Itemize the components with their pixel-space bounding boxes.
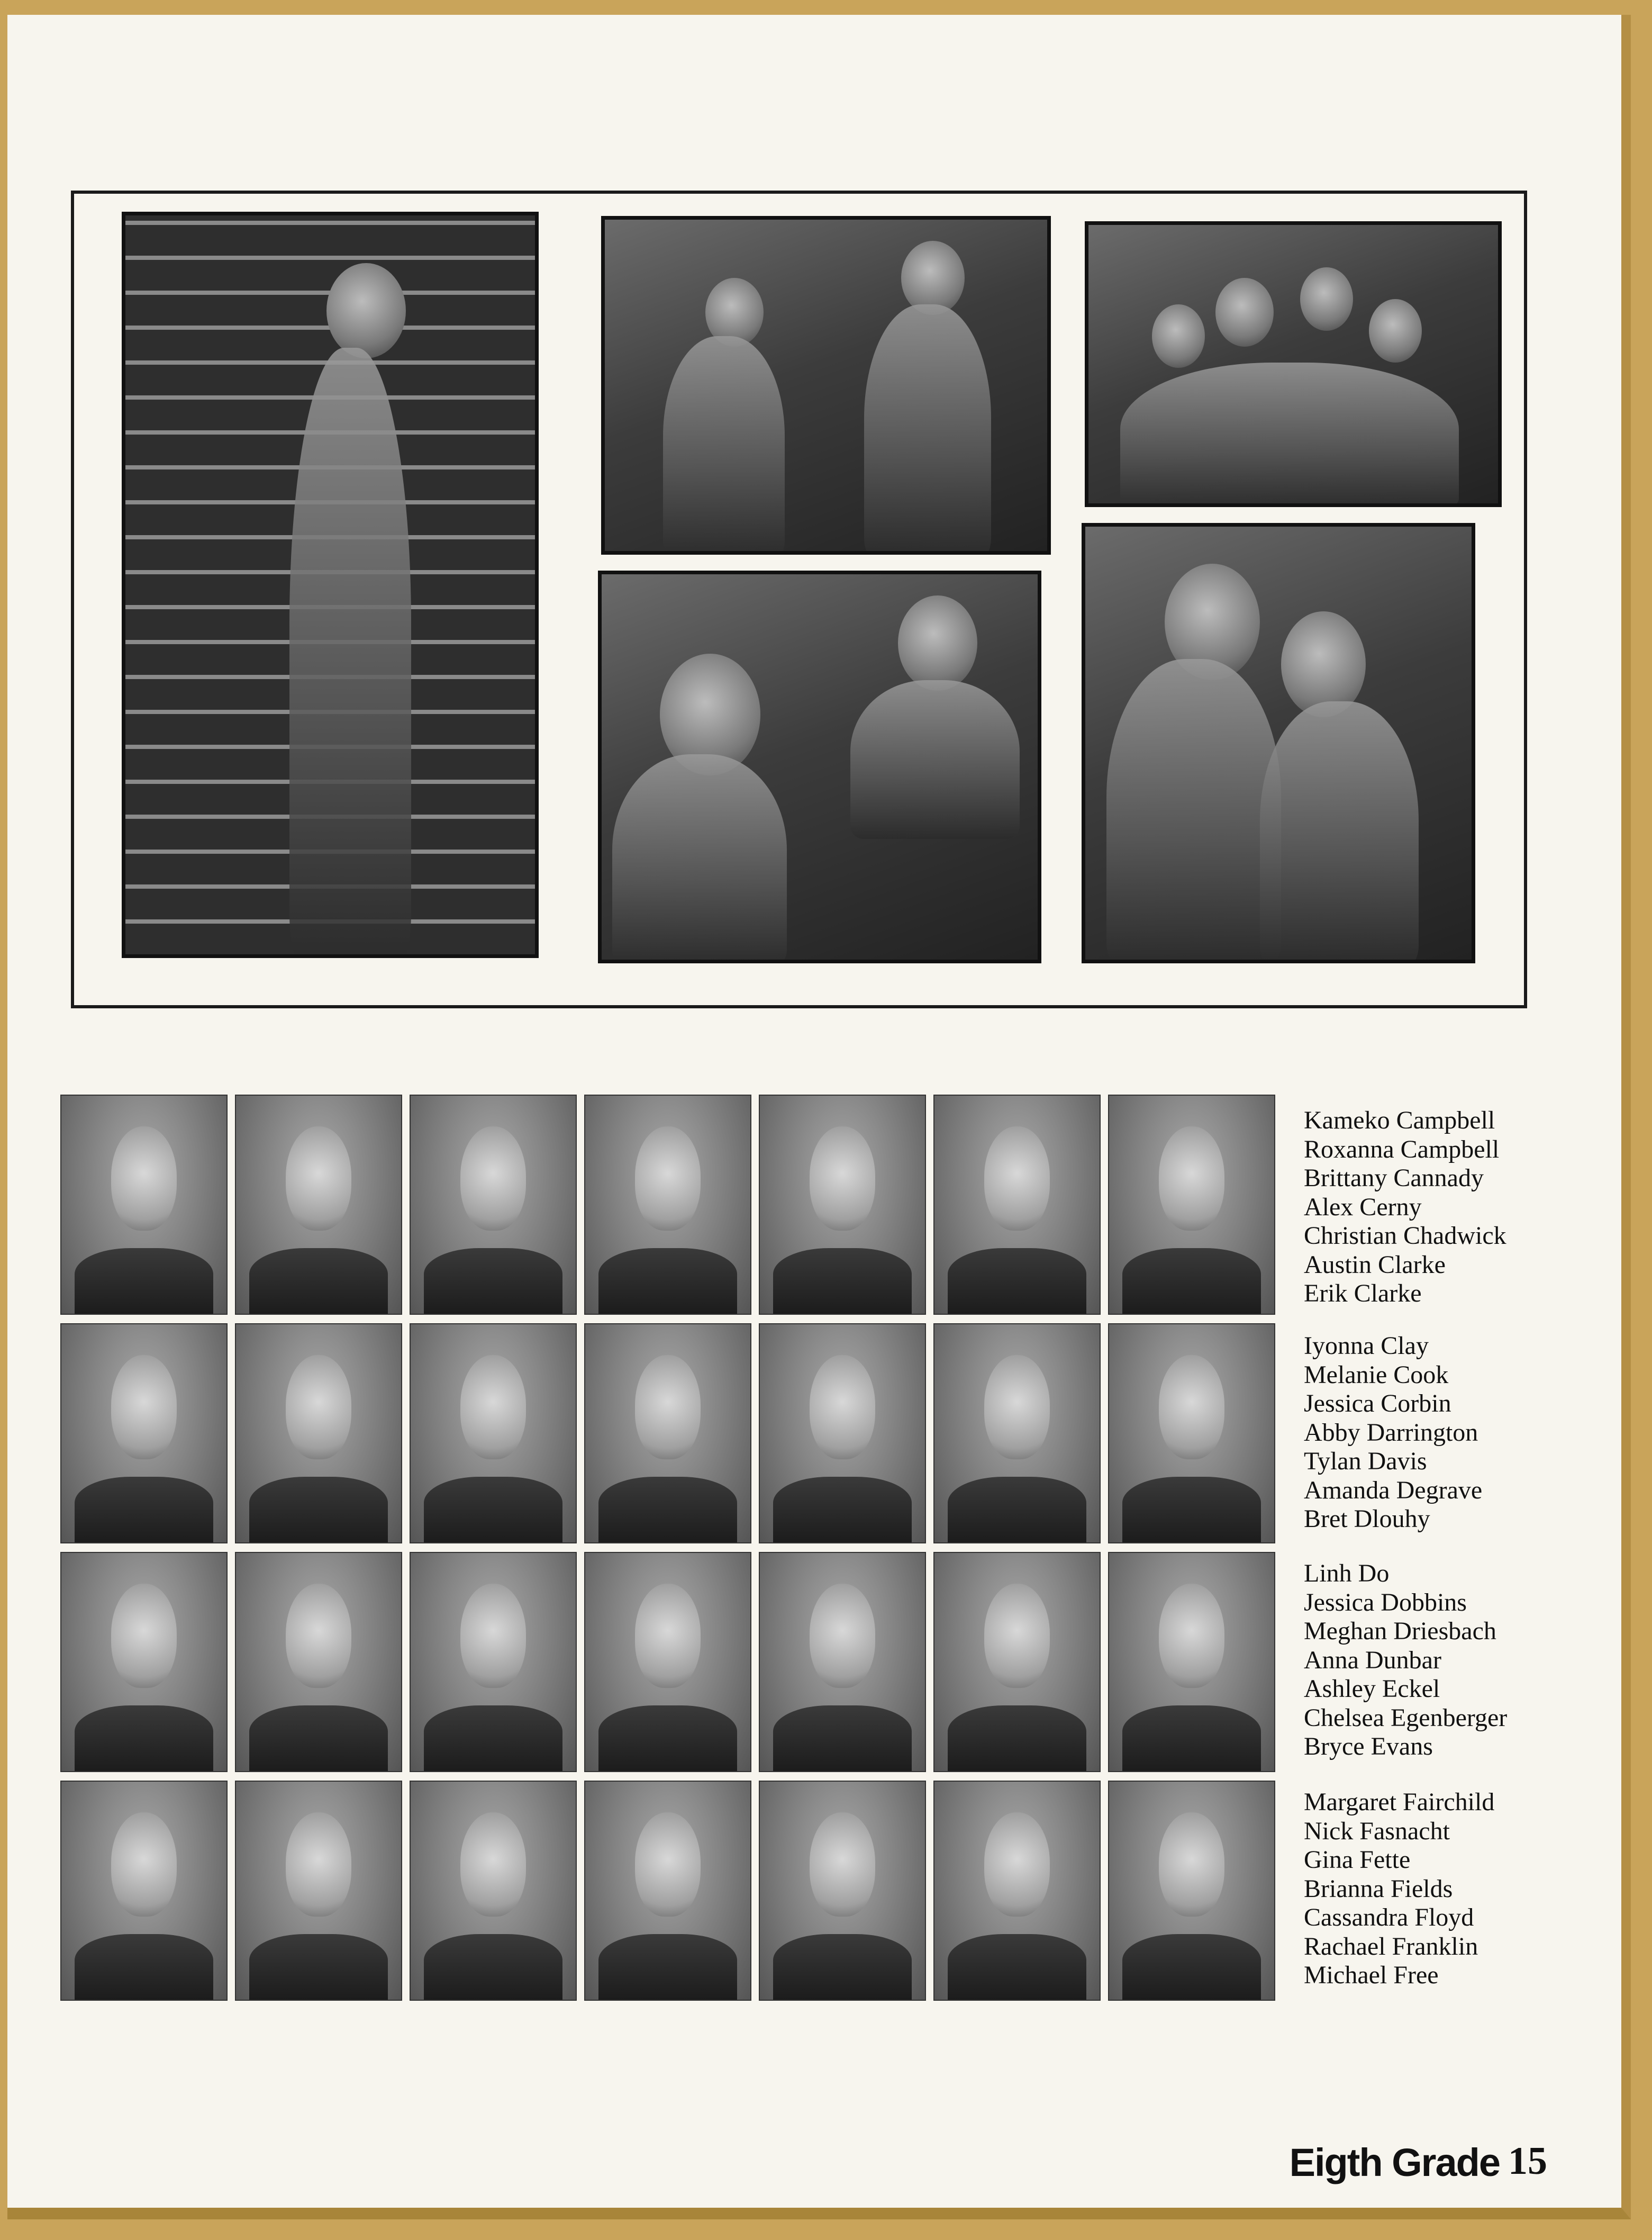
student-name: Brianna Fields <box>1304 1874 1453 1903</box>
student-name: Abby Darrington <box>1304 1418 1478 1447</box>
student-name: Brittany Cannady <box>1304 1164 1484 1192</box>
portrait-photo <box>1108 1095 1275 1315</box>
student-name: Jessica Dobbins <box>1304 1588 1467 1616</box>
student-name: Michael Free <box>1304 1961 1439 1989</box>
student-name: Tylan Davis <box>1304 1447 1427 1475</box>
portrait-photo <box>410 1781 577 2001</box>
student-name: Rachael Franklin <box>1304 1932 1478 1961</box>
portrait-photo <box>584 1781 751 2001</box>
student-name: Anna Dunbar <box>1304 1646 1441 1674</box>
student-name: Jessica Corbin <box>1304 1389 1451 1417</box>
portrait-photo <box>235 1095 402 1315</box>
portrait-photo <box>1108 1323 1275 1543</box>
student-name: Roxanna Campbell <box>1304 1135 1500 1163</box>
student-name: Gina Fette <box>1304 1846 1411 1874</box>
portrait-photo <box>584 1323 751 1543</box>
student-name: Iyonna Clay <box>1304 1332 1429 1360</box>
portrait-names-list <box>1304 1106 1506 1308</box>
portrait-photo <box>933 1552 1101 1772</box>
portrait-photo <box>584 1095 751 1315</box>
candid-photo-girls-in-cafeteria <box>601 216 1051 555</box>
portrait-photo <box>933 1323 1101 1543</box>
portrait-photo <box>60 1323 228 1543</box>
student-name: Ashley Eckel <box>1304 1675 1440 1703</box>
portrait-names-list <box>1304 1559 1507 1762</box>
candid-photo-group-of-students <box>1085 221 1502 507</box>
section-title: Eigth Grade <box>1289 2140 1500 2184</box>
portrait-photo <box>410 1552 577 1772</box>
student-name: Christian Chadwick <box>1304 1222 1506 1250</box>
student-name: Erik Clarke <box>1304 1279 1422 1307</box>
page-number: 15 <box>1508 2139 1547 2183</box>
portrait-photo <box>60 1552 228 1772</box>
portrait-photo <box>60 1095 228 1315</box>
portrait-photo <box>235 1323 402 1543</box>
candid-photo-students-at-table <box>598 571 1041 963</box>
student-name: Austin Clarke <box>1304 1250 1446 1279</box>
portrait-photo <box>410 1323 577 1543</box>
portrait-photo <box>759 1552 926 1772</box>
portrait-photo <box>60 1781 228 2001</box>
portrait-names-list <box>1304 1788 1494 1990</box>
portrait-photo <box>1108 1552 1275 1772</box>
portrait-photo <box>933 1095 1101 1315</box>
portrait-photo <box>933 1781 1101 2001</box>
student-name: Melanie Cook <box>1304 1360 1449 1389</box>
student-name: Margaret Fairchild <box>1304 1788 1495 1816</box>
portrait-photo <box>235 1552 402 1772</box>
student-name: Amanda Degrave <box>1304 1476 1483 1504</box>
portrait-photo <box>235 1781 402 2001</box>
portrait-photo <box>759 1323 926 1543</box>
student-name: Chelsea Egenberger <box>1304 1703 1508 1732</box>
candid-photo-two-girls-posing <box>1082 523 1475 963</box>
student-name: Alex Cerny <box>1304 1193 1422 1221</box>
portrait-photo <box>1108 1781 1275 2001</box>
portrait-photo <box>584 1552 751 1772</box>
portrait-photo <box>410 1095 577 1315</box>
candid-photo-girl-at-brick-wall <box>122 212 539 958</box>
student-name: Bret Dlouhy <box>1304 1505 1430 1533</box>
student-name: Nick Fasnacht <box>1304 1817 1450 1845</box>
student-name: Kameko Campbell <box>1304 1106 1495 1134</box>
portrait-photo <box>759 1781 926 2001</box>
portrait-names-list <box>1304 1332 1482 1534</box>
student-name: Bryce Evans <box>1304 1732 1433 1760</box>
student-name: Meghan Driesbach <box>1304 1617 1496 1645</box>
student-name: Linh Do <box>1304 1559 1390 1587</box>
portrait-photo <box>759 1095 926 1315</box>
yearbook-page <box>7 15 1631 2219</box>
student-name: Cassandra Floyd <box>1304 1903 1474 1931</box>
